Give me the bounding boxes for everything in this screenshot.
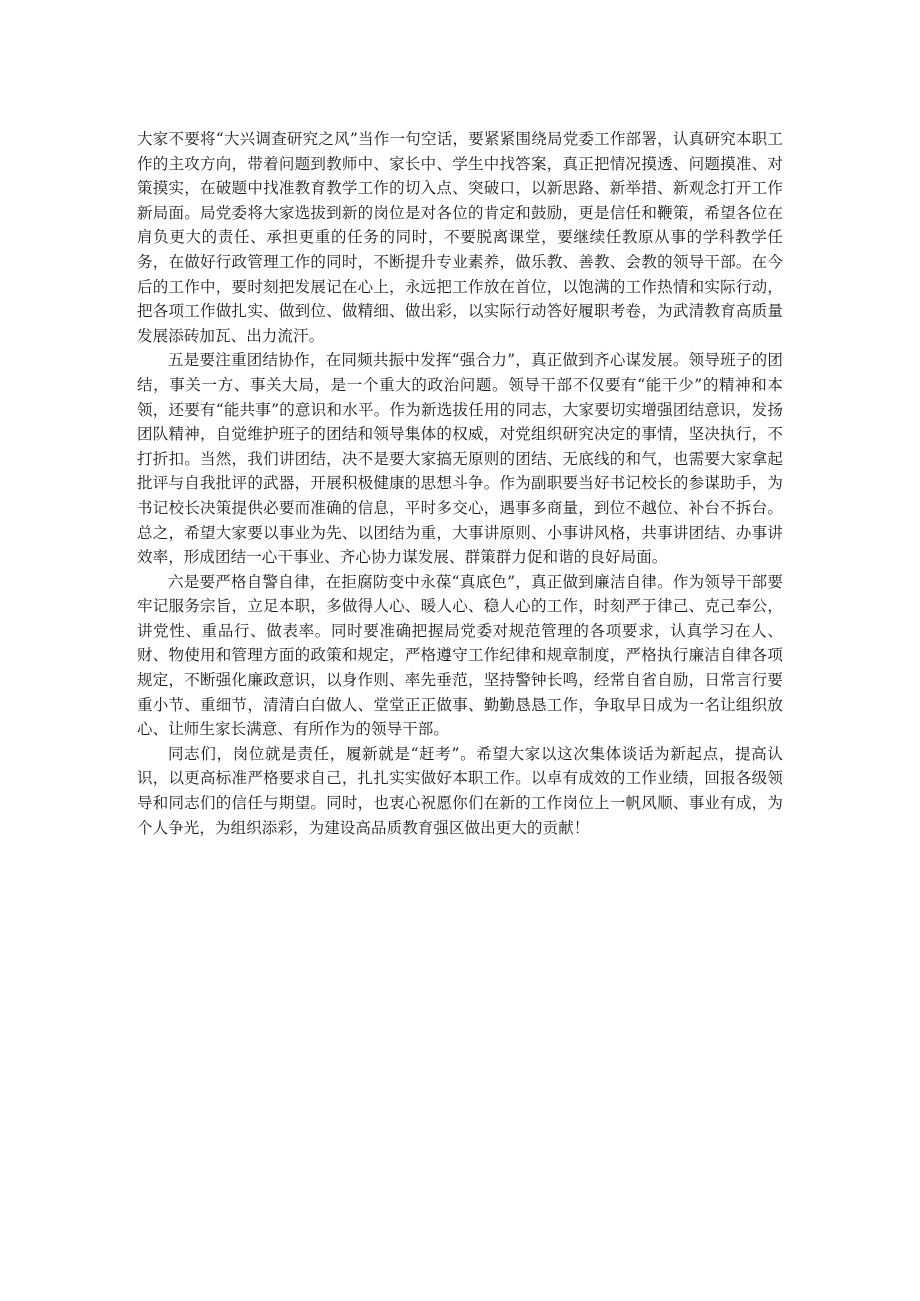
paragraph-unity-cooperation: 五是要注重团结协作，在同频共振中发挥“强合力”，真正做到齐心谋发展。领导班子的团结，事关一方、事关大局，是一个重大的政治问题。领导干部不仅要有“能干少”的精神和本领，还要有“能共事”的意识和水平。作为新选拔任用的同志，大家要切实增强团结意识，发扬团队精神，自觉维护班子的团结和领导集体的权威，对党组织研究决定的事情，坚决执行，不打折扣。当然，我们讲团结，决不是要大家搞无原则的团结、无底线的和气，也需要大家拿起批评与自我批评的武器，开展积极健康的思想斗争。作为副职要当好书记校长的参谋助手，为书记校长决策提供必要而准确的信息，平时多交心，遇事多商量，到位不越位、补台不拆台。总之，希望大家要以事业为先、以团结为重，大事讲原则、小事讲风格，共事讲团结、办事讲效率，形成团结一心干事业、齐心协力谋发展、群策群力促和谐的良好局面。 — [137, 351, 783, 567]
paragraph-continued: 大家不要将“大兴调查研究之风”当作一句空话，要紧紧围绕局党委工作部署，认真研究本职工作的主攻方向，带着问题到教师中、家长中、学生中找答案，真正把情况摸透、问题摸准、对策摸实，在破题中找准教育教学工作的切入点、突破口，以新思路、新举措、新观念打开工作新局面。局党委将大家选拔到新的岗位是对各位的肯定和鼓励，更是信任和鞭策，希望各位在肩负更大的责任、承担更重的任务的同时，不要脱离课堂，要继续任教原从事的学科教学任务，在做好行政管理工作的同时，不断提升专业素养，做乐教、善教、会教的领导干部。在今后的工作中，要时刻把发展记在心上，永远把工作放在首位，以饱满的工作热情和实际行动，把各项工作做扎实、做到位、做精细、做出彩，以实际行动答好履职考卷，为武清教育高质量发展添砖加瓦、出力流汗。 — [137, 130, 783, 345]
paragraph-closing: 同志们，岗位就是责任，履新就是“赶考”。希望大家以这次集体谈话为新起点，提高认识，以更高标准严格要求自己，扎扎实实做好本职工作。以卓有成效的工作业绩，回报各级领导和同志们的信任与期望。同时，也衷心祝愿你们在新的工作岗位上一帆风顺、事业有成，为个人争光，为组织添彩，为建设高品质教育强区做出更大的贡献！ — [137, 744, 783, 837]
paragraph-self-discipline: 六是要严格自警自律，在拒腐防变中永葆“真底色”，真正做到廉洁自律。作为领导干部要牢记服务宗旨，立足本职，多做得人心、暖人心、稳人心的工作，时刻严于律己、克己奉公，讲党性、重品行、做表率。同时要准确把握局党委对规范管理的各项要求，认真学习在人、财、物使用和管理方面的政策和规定，严格遵守工作纪律和规章制度，严格执行廉洁自律各项规定，不断强化廉政意识，以身作则、率先垂范，坚持警钟长鸣，经常自省自励，日常言行要重小节、重细节，清清白白做人、堂堂正正做事、勤勤恳恳工作，争取早日成为一名让组织放心、让师生家长满意、有所作为的领导干部。 — [137, 572, 783, 739]
document-body — [137, 127, 783, 840]
